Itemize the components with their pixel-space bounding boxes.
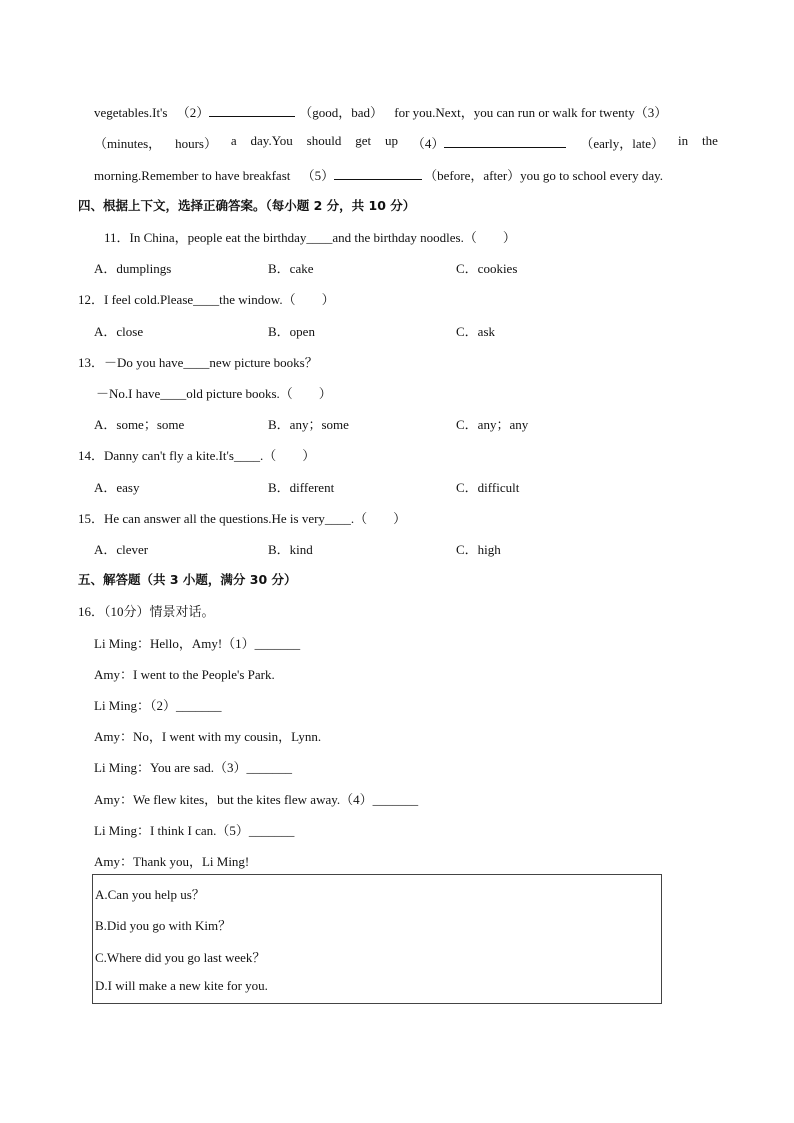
passage-word: （minutes， [94, 136, 162, 151]
choice-d: D.I will make a new kite for you. [95, 978, 268, 993]
question-11-stem: 11．In China，people eat the birthday____and the birthday noodles.（ ） [104, 230, 516, 245]
option-c[interactable]: C．any；any [456, 417, 529, 432]
dialogue-line: Amy：No，I went with my cousin，Lynn. [94, 729, 322, 744]
passage-text: vegetables.It's [94, 105, 168, 120]
option-a[interactable]: A．dumplings [94, 261, 172, 276]
blank-hint: （good，bad） [299, 105, 384, 120]
option-a[interactable]: A．easy [94, 480, 140, 495]
dialogue-line: Amy：Thank you，Li Ming! [94, 854, 250, 869]
answer-blank [209, 104, 295, 117]
passage-word: the [701, 133, 718, 148]
blank-number: （5） [301, 168, 335, 183]
option-b[interactable]: B．cake [268, 261, 314, 276]
option-c[interactable]: C．cookies [456, 261, 518, 276]
passage-word: should [306, 133, 342, 148]
passage-text: （before，after）you go to school every day. [424, 168, 664, 183]
question-13-stem: 13．－Do you have____new picture books？ [78, 355, 318, 370]
passage-word: get [355, 133, 372, 148]
dialogue-line: Li Ming：（2）_______ [94, 698, 222, 713]
blank-number: （2） [176, 105, 210, 120]
option-b[interactable]: B．kind [268, 542, 313, 557]
passage-word: in [677, 133, 689, 148]
dialogue-line: Li Ming：Hello，Amy!（1）_______ [94, 636, 301, 651]
question-14-stem: 14．Danny can't fly a kite.It's____.（ ） [78, 448, 316, 463]
passage-text: morning.Remember to have breakfast [94, 168, 291, 183]
option-c[interactable]: C．ask [456, 324, 496, 339]
choice-c: C.Where did you go last week？ [95, 950, 266, 965]
passage-word: a [230, 133, 237, 148]
question-15-stem: 15．He can answer all the questions.He is very____.（ ） [78, 511, 407, 526]
option-b[interactable]: B．different [268, 480, 335, 495]
option-b[interactable]: B．open [268, 324, 315, 339]
option-b[interactable]: B．any；some [268, 417, 349, 432]
option-a[interactable]: A．close [94, 324, 144, 339]
blank-number: （4） [411, 136, 445, 151]
dialogue-line: Li Ming：You are sad.（3）_______ [94, 760, 293, 775]
passage-word: day.You [250, 133, 293, 148]
dialogue-line: Amy：We flew kites，but the kites flew away.（4）_______ [94, 792, 419, 807]
question-12-stem: 12．I feel cold.Please____the window.（ ） [78, 292, 335, 307]
option-a[interactable]: A．some；some [94, 417, 185, 432]
passage-word: up [385, 133, 399, 148]
question-16-title: 16．（10分）情景对话。 [78, 604, 215, 619]
question-13-stem-reply: －No.I have____old picture books.（ ） [96, 386, 332, 401]
option-c[interactable]: C．high [456, 542, 501, 557]
answer-choices-box [92, 874, 662, 1004]
option-c[interactable]: C．difficult [456, 480, 520, 495]
passage-word: hours） [175, 136, 217, 151]
passage-text: for you.Next，you can run or walk for twenty（3） [394, 105, 668, 120]
option-a[interactable]: A．clever [94, 542, 149, 557]
answer-blank [444, 135, 566, 148]
choice-b: B.Did you go with Kim？ [95, 918, 232, 933]
dialogue-line: Li Ming：I think I can.（5）_______ [94, 823, 295, 838]
dialogue-line: Amy：I went to the People's Park. [94, 667, 275, 682]
blank-hint: （early，late） [580, 136, 665, 151]
section-4-heading: 四、根据上下文，选择正确答案。（每小题 2 分，共 10 分） [78, 198, 416, 213]
passage-line-2 [94, 133, 718, 152]
section-5-heading: 五、解答题（共 3 小题，满分 30 分） [78, 572, 297, 587]
passage-line-3 [94, 165, 663, 184]
choice-a: A.Can you help us？ [95, 887, 205, 902]
passage-line-1 [94, 102, 667, 121]
answer-blank [334, 167, 422, 180]
